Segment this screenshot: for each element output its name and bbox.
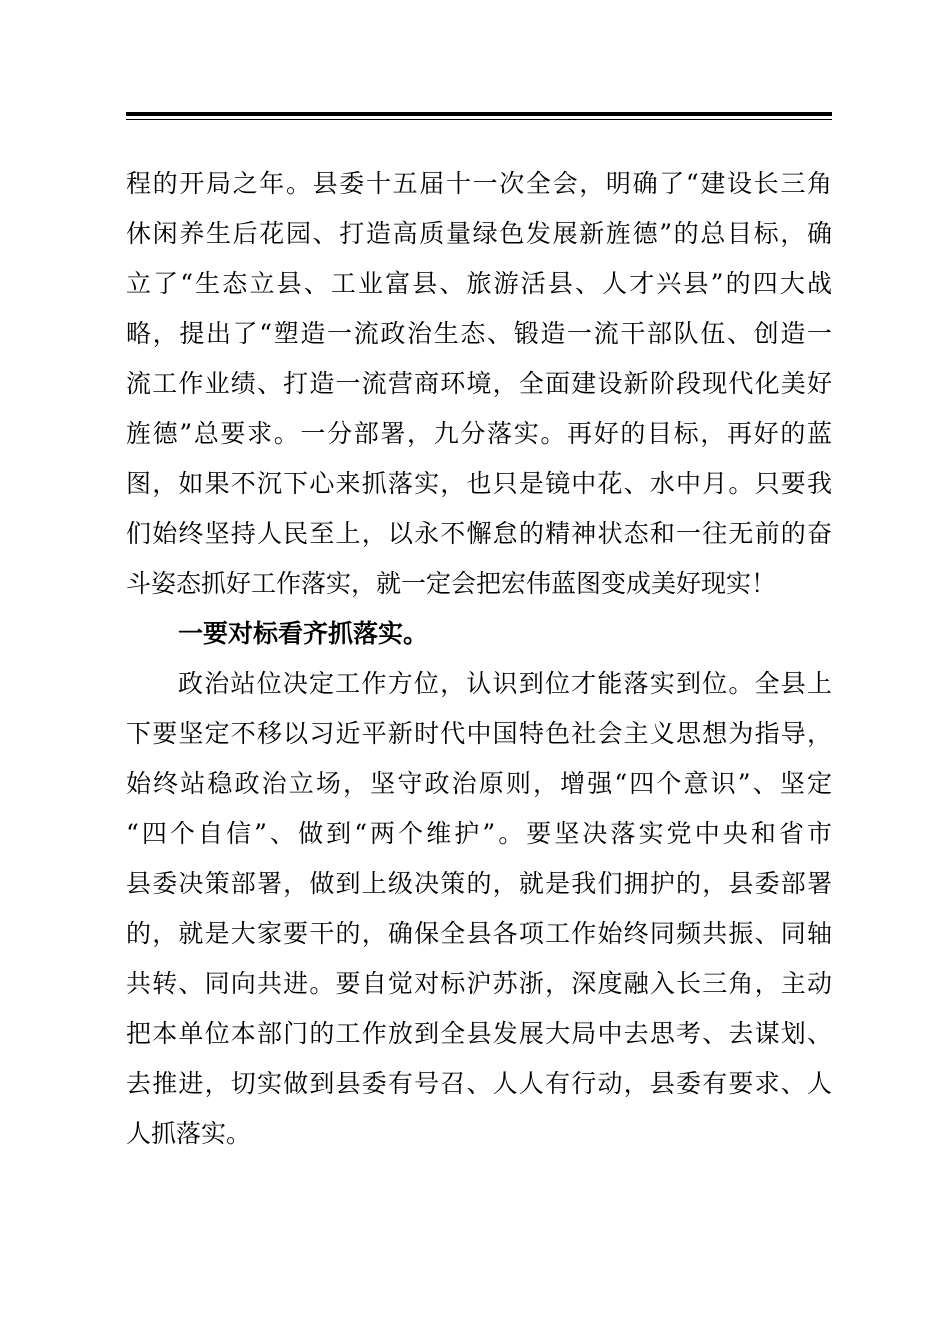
text-line: 们始终坚持人民至上，以永不懈怠的精神状态和一往无前的奋 bbox=[126, 519, 832, 548]
text-line: 流工作业绩、打造一流营商环境，全面建设新阶段现代化美好 bbox=[126, 369, 832, 398]
header-rule-thin bbox=[126, 119, 832, 120]
text-line: 休闲养生后花园、打造高质量绿色发展新旌德”的总目标，确 bbox=[126, 219, 832, 248]
text-line: 政治站位决定工作方位，认识到位才能落实到位。全县上 bbox=[178, 669, 832, 698]
text-line: 下要坚定不移以习近平新时代中国特色社会主义思想为指导， bbox=[126, 719, 832, 748]
text-line: 人抓落实。 bbox=[126, 1119, 252, 1148]
text-line: 立了“生态立县、工业富县、旅游活县、人才兴县”的四大战 bbox=[126, 269, 832, 298]
text-line: 图，如果不沉下心来抓落实，也只是镜中花、水中月。只要我 bbox=[126, 469, 832, 498]
text-line: 的，就是大家要干的，确保全县各项工作始终同频共振、同轴 bbox=[126, 919, 832, 948]
text-line: 斗姿态抓好工作落实，就一定会把宏伟蓝图变成美好现实！ bbox=[126, 569, 777, 598]
paragraph-2 bbox=[126, 659, 832, 1159]
text-line: 去推进，切实做到县委有号召、人人有行动，县委有要求、人 bbox=[126, 1069, 832, 1098]
text-line: 程的开局之年。县委十五届十一次全会，明确了“建设长三角 bbox=[126, 169, 832, 198]
text-line: 始终站稳政治立场，坚守政治原则，增强“四个意识”、坚定 bbox=[126, 769, 832, 798]
text-line: 县委决策部署，做到上级决策的，就是我们拥护的，县委部署 bbox=[126, 869, 832, 898]
text-line: “四个自信”、做到“两个维护”。要坚决落实党中央和省市 bbox=[126, 819, 832, 848]
header-rule-thick bbox=[126, 112, 832, 116]
section-heading: 一要对标看齐抓落实。 bbox=[178, 619, 429, 648]
text-line: 旌德”总要求。一分部署，九分落实。再好的目标，再好的蓝 bbox=[126, 419, 832, 448]
text-line: 略，提出了“塑造一流政治生态、锻造一流干部队伍、创造一 bbox=[126, 319, 832, 348]
paragraph-1 bbox=[126, 159, 832, 609]
document-body bbox=[126, 159, 832, 1159]
text-line: 共转、同向共进。要自觉对标沪苏浙，深度融入长三角，主动 bbox=[126, 969, 832, 998]
text-line: 把本单位本部门的工作放到全县发展大局中去思考、去谋划、 bbox=[126, 1019, 832, 1048]
